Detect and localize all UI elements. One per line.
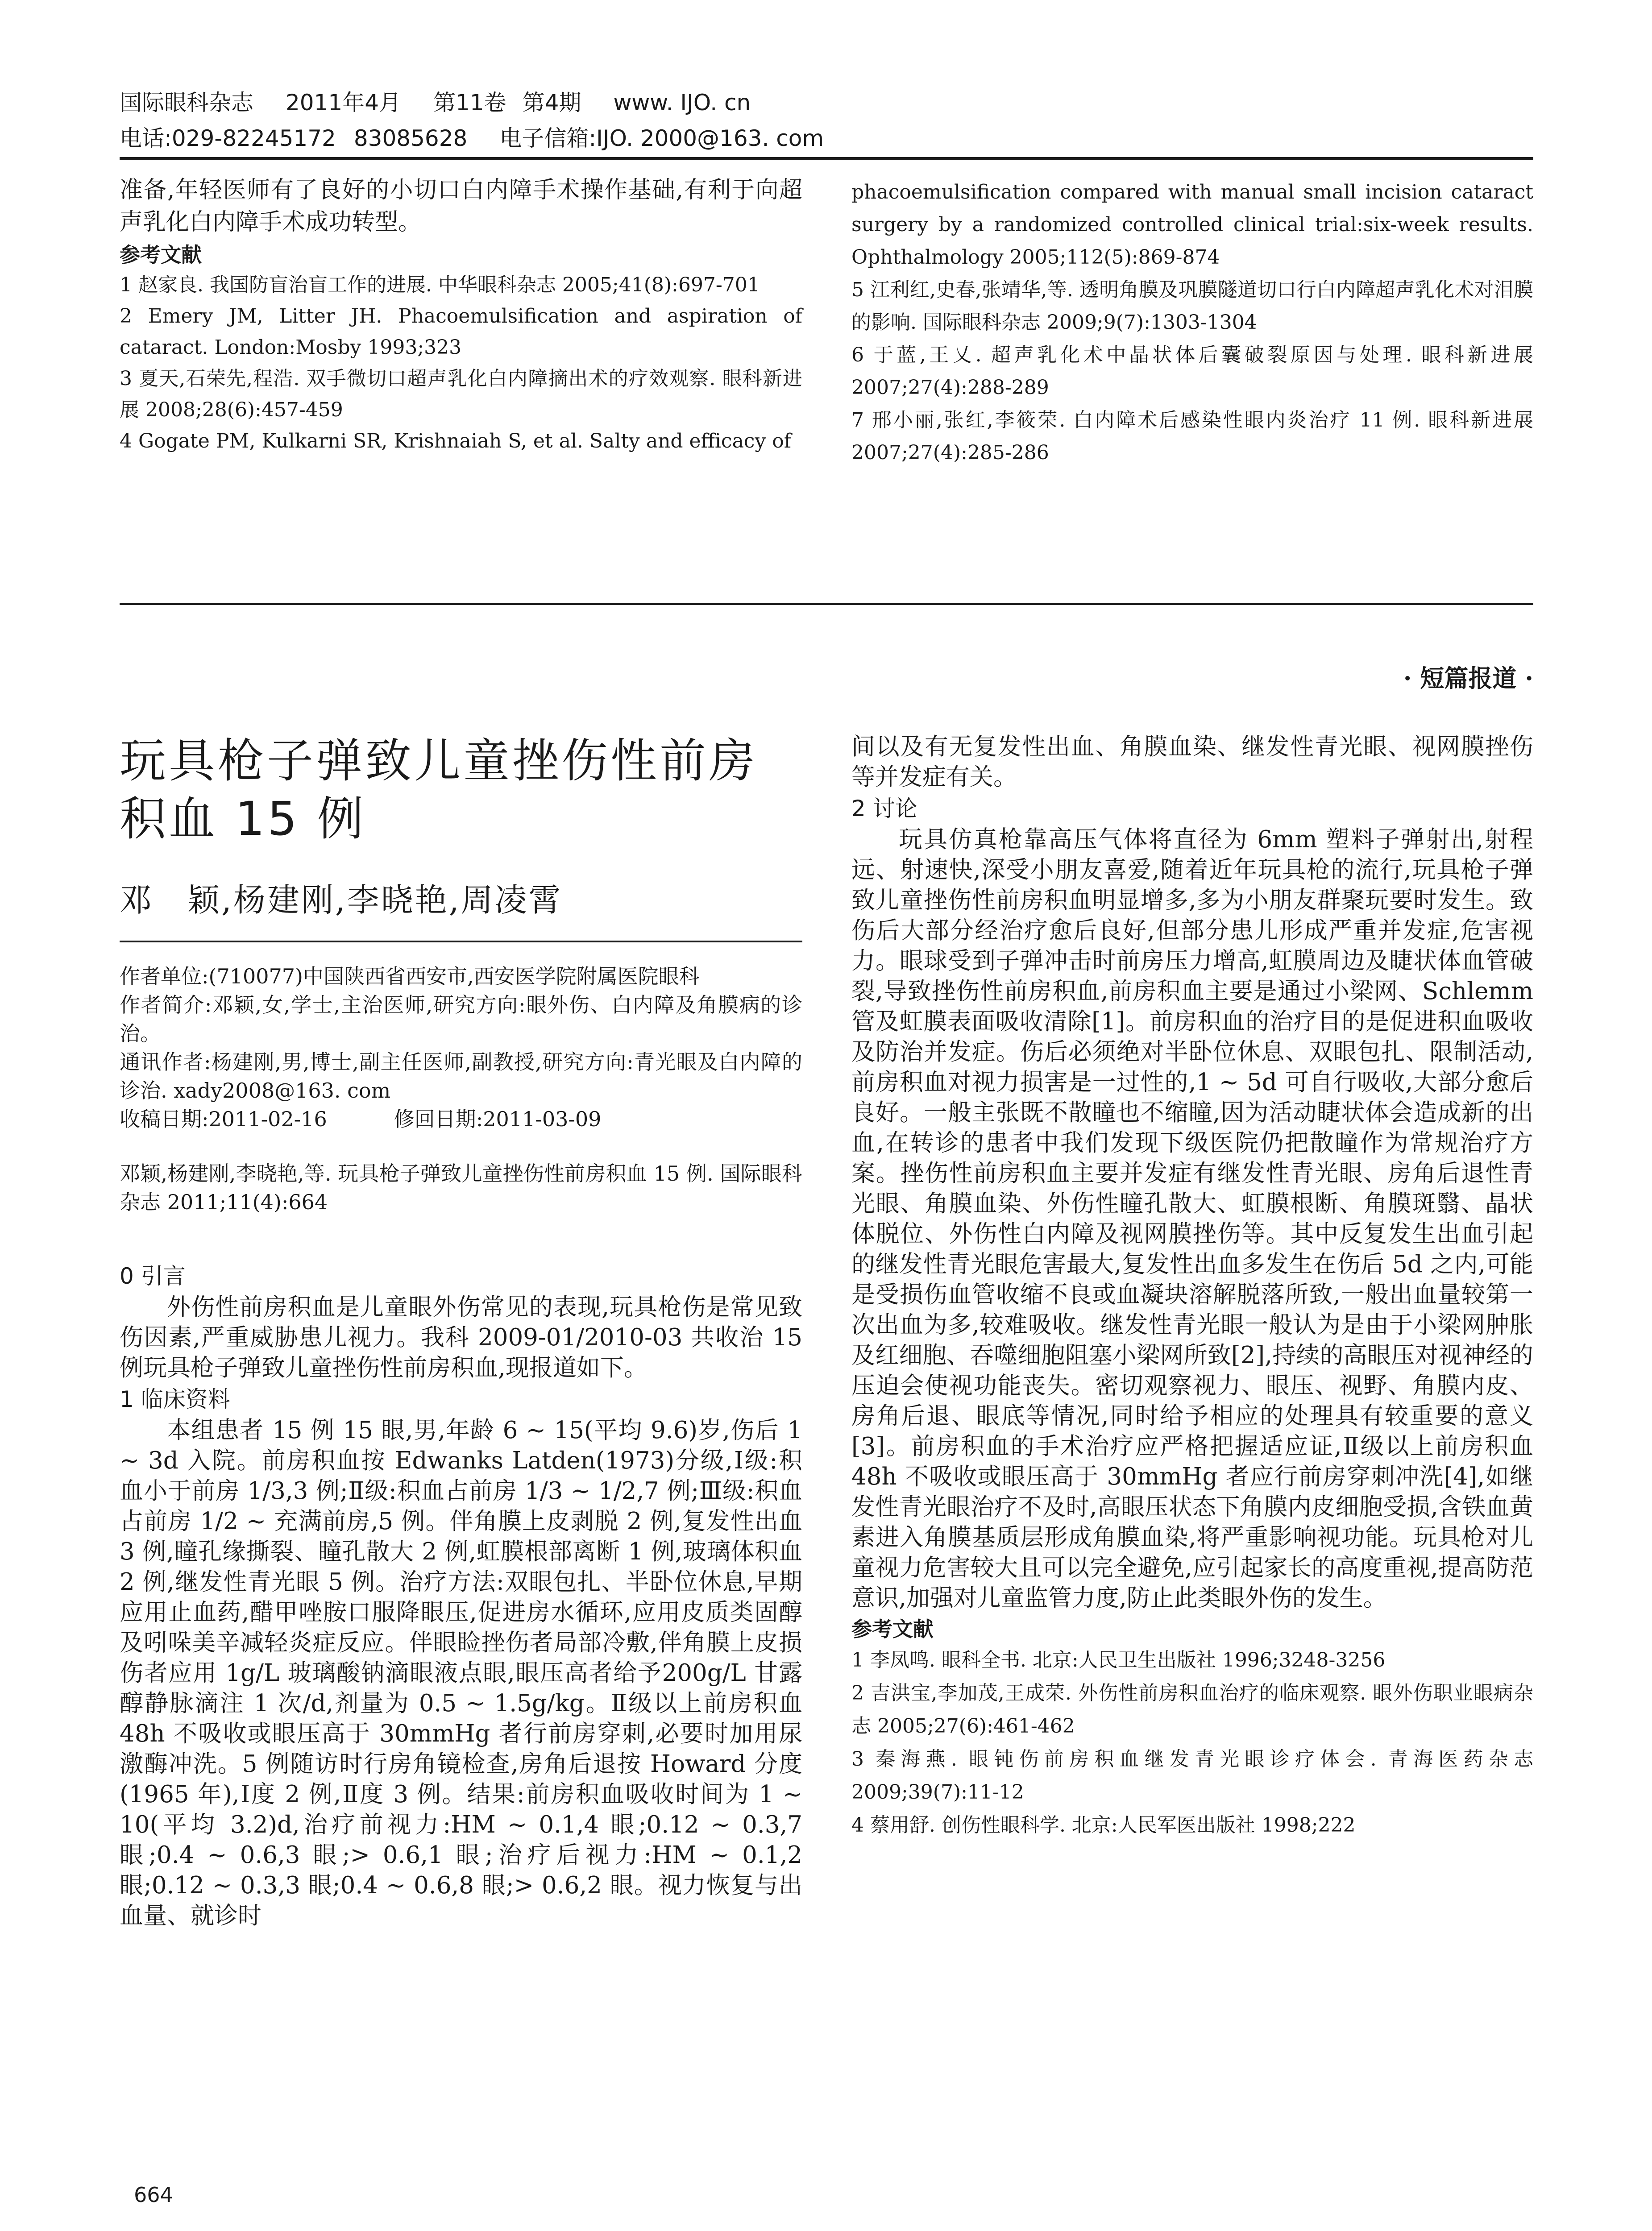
running-header-line2 [120, 120, 856, 153]
journal-name: 国际眼科杂志 [120, 90, 253, 116]
running-header-line1 [120, 85, 783, 117]
author-info [120, 962, 802, 1133]
journal-website[interactable]: www. IJO. cn [613, 90, 751, 116]
section-tag: · 短篇报道 · [1403, 664, 1533, 693]
article-separator-rule [120, 603, 1533, 605]
prev-article-text: 准备,年轻医师有了良好的小切口白内障手术操作基础,有利于向超声乳化白内障手术成功转型。 [120, 177, 802, 236]
article-title [120, 732, 802, 848]
corresponding-author: 通讯作者:杨建刚,男,博士,副主任医师,副教授,研究方向:青光眼及白内障的诊治. xady2008@163. com [120, 1050, 802, 1103]
reference-item: 4 蔡用舒. 创伤性眼科学. 北京:人民军医出版社 1998;222 [851, 1814, 1356, 1837]
issue-date: 2011年4月 [286, 90, 402, 116]
reference-item: 6 于蓝,王乂. 超声乳化术中晶状体后囊破裂原因与处理. 眼科新进展 2007;27(4):288-289 [851, 344, 1533, 399]
references-heading: 参考文献 [851, 1617, 934, 1641]
reference-item: 4 Gogate PM, Kulkarni SR, Krishnaiah S, et al. Salty and efficacy of [120, 430, 792, 452]
reference-item: 7 邢小丽,张红,李筱荣. 白内障术后感染性眼内炎治疗 11 例. 眼科新进展 2007;27(4):285-286 [851, 409, 1533, 464]
article-left-column [120, 732, 802, 1931]
article-authors: 邓 颖,杨建刚,李晓艳,周凌霄 [120, 881, 563, 919]
section-1-heading: 1 临床资料 [120, 1386, 230, 1412]
section-2-text: 玩具仿真枪靠高压气体将直径为 6mm 塑料子弹射出,射程远、射速快,深受小朋友喜爱,随着近年玩具枪的流行,玩具枪子弹致儿童挫伤性前房积血明显增多,多为小朋友群聚玩要时发生。致伤后大部分经治疗愈后良好,但部分患儿形成严重并发症,危害视力。眼球受到子弹冲击时前房压力增高,虹膜周边及睫状体血管破裂,导致挫伤性前房积血,前房积血主要是通过小梁网、Schlemm 管及虹膜表面吸收清除[1]。前房积血的治疗目的是促进积血吸收及防治并发症。伤后必须绝对半卧位休息、双眼包扎、限制活动,前房积血对视力损害是一过性的,1 ~ 5d 可自行吸收,大部分愈后良好。一般主张既不散瞳也不缩瞳,因为活动睫状体会造成新的出血,在转诊的患者中我们发现下级医院仍把散瞳作为常规治疗方案。挫伤性前房积血主要并发症有继发性青光眼、房角后退性青光眼、角膜血染、外伤性瞳孔散大、虹膜根断、角膜斑翳、晶状体脱位、外伤性白内障及视网膜挫伤等。其中反复发生出血引起的继发性青光眼危害最大,复发性出血多发生在伤后 5d 之内,可能是受损伤血管收缩不良或血凝块溶解脱落所致,一般出血量较第一次出血为多,较难吸收。继发性青光眼一般认为是由于小梁网肿胀及红细胞、吞噬细胞阻塞小梁网所致[2],持续的高眼压对视神经的压迫会使视功能丧失。密切观察视力、眼压、视野、角膜内皮、房角后退、眼底等情况,同时给予相应的处理具有较重要的意义[3]。前房积血的手术治疗应严格把握适应证,Ⅱ级以上前房积血 48h 不吸收或眼压高于 30mmHg 者应行前房穿刺冲洗[4],如继发性青光眼治疗不及时,高眼压状态下角膜内皮细胞受损,含铁血黄素进入角膜基质层形成角膜血染,将严重影响视功能。玩具枪对儿童视力危害较大且可以完全避免,应引起家长的高度重视,提高防范意识,加强对儿童监管力度,防止此类眼外伤的发生。 [851, 826, 1533, 1612]
received-date: 收稿日期:2011-02-16 [120, 1107, 327, 1131]
prev-references-heading: 参考文献 [120, 243, 202, 267]
authors-rule [120, 941, 802, 942]
title-line-2: 积血 15 例 [120, 792, 366, 846]
author-bio: 作者简介:邓颖,女,学士,主治医师,研究方向:眼外伤、白内障及角膜病的诊治。 [120, 993, 802, 1045]
reference-item: phacoemulsification compared with manual small incision cataract surgery by a randomized controlled clinical trial:six-week results. Ophthalmology 2005;112(5):869-874 [851, 181, 1533, 269]
reference-item: 1 赵家良. 我国防盲治盲工作的进展. 中华眼科杂志 2005;41(8):697-701 [120, 274, 760, 296]
phone-2: 83085628 [353, 125, 468, 151]
phone: 电话:029-82245172 [120, 125, 336, 151]
prev-article-left-column [120, 174, 802, 457]
affiliation: 作者单位:(710077)中国陕西省西安市,西安医学院附属医院眼科 [120, 964, 700, 988]
reference-item: 2 吉洪宝,李加茂,王成荣. 外伤性前房积血治疗的临床观察. 眼外伤职业眼病杂志 2005;27(6):461-462 [851, 1682, 1533, 1738]
page-number: 664 [134, 2183, 173, 2207]
email[interactable]: 电子信箱:IJO. 2000@163. com [499, 125, 824, 151]
section-0-heading: 0 引言 [120, 1263, 186, 1289]
reference-item: 1 李凤鸣. 眼科全书. 北京:人民卫生出版社 1996;3248-3256 [851, 1649, 1386, 1671]
revised-date: 修回日期:2011-03-09 [394, 1107, 602, 1131]
section-1-text: 本组患者 15 例 15 眼,男,年龄 6 ~ 15(平均 9.6)岁,伤后 1 ~ 3d 入院。前房积血按 Edwanks Latden(1973)分级,Ⅰ级:积血小于前房 1/3,3 例;Ⅱ级:积血占前房 1/3 ~ 1/2,7 例;Ⅲ级:积血占前房 1/2 ~ 充满前房,5 例。伴角膜上皮剥脱 2 例,复发性出血 3 例,瞳孔缘撕裂、瞳孔散大 2 例,虹膜根部离断 1 例,玻璃体积血 2 例,继发性青光眼 5 例。治疗方法:双眼包扎、半卧位休息,早期应用止血药,醋甲唑胺口服降眼压,促进房水循环,应用皮质类固醇及吲哚美辛减轻炎症反应。伴眼睑挫伤者局部冷敷,伴角膜上皮损伤者应用 1g/L 玻璃酸钠滴眼液点眼,眼压高者给予200g/L 甘露醇静脉滴注 1 次/d,剂量为 0.5 ~ 1.5g/kg。Ⅱ级以上前房积血 48h 不吸收或眼压高于 30mmHg 者行前房穿刺,必要时加用尿激酶冲洗。5 例随访时行房角镜检查,房角后退按 Howard 分度(1965 年),Ⅰ度 2 例,Ⅱ度 3 例。结果:前房积血吸收时间为 1 ~ 10(平均 3.2)d,治疗前视力:HM ~ 0.1,4 眼;0.12 ~ 0.3,7 眼;0.4 ~ 0.6,3 眼;> 0.6,1 眼;治疗后视力:HM ~ 0.1,2 眼;0.12 ~ 0.3,3 眼;0.4 ~ 0.6,8 眼;> 0.6,2 眼。视力恢复与出血量、就诊时 [120, 1417, 802, 1929]
volume: 第11卷 [433, 90, 506, 116]
prev-references-list [120, 270, 802, 457]
reference-item: 2 Emery JM, Litter JH. Phacoemulsification and aspiration of cataract. London:Mosby 1993;323 [120, 305, 802, 359]
section-2-heading: 2 讨论 [851, 796, 917, 821]
prev-article-right-column [851, 176, 1533, 469]
reference-item: 3 秦海燕. 眼钝伤前房积血继发青光眼诊疗体会. 青海医药杂志 2009;39(7):11-12 [851, 1748, 1533, 1804]
section-1-continued: 间以及有无复发性出血、角膜血染、继发性青光眼、视网膜挫伤等并发症有关。 [851, 733, 1533, 791]
header-rule [120, 157, 1533, 160]
citation: 邓颖,杨建刚,李晓艳,等. 玩具枪子弹致儿童挫伤性前房积血 15 例. 国际眼科杂志 2011;11(4):664 [120, 1161, 802, 1214]
reference-item: 5 江利红,史春,张靖华,等. 透明角膜及巩膜隧道切口行白内障超声乳化术对泪膜的影响. 国际眼科杂志 2009;9(7):1303-1304 [851, 278, 1533, 334]
issue: 第4期 [522, 90, 581, 116]
section-0-text: 外伤性前房积血是儿童眼外伤常见的表现,玩具枪伤是常见致伤因素,严重威胁患儿视力。我科 2009-01/2010-03 共收治 15 例玩具枪子弹致儿童挫伤性前房积血,现报道如下。 [120, 1294, 802, 1381]
title-line-1: 玩具枪子弹致儿童挫伤性前房 [120, 734, 758, 788]
references-list [851, 1644, 1533, 1842]
reference-item: 3 夏天,石荣先,程浩. 双手微切口超声乳化白内障摘出术的疗效观察. 眼科新进展 2008;28(6):457-459 [120, 367, 802, 421]
article-right-column [851, 732, 1533, 1842]
dates [120, 1105, 802, 1133]
